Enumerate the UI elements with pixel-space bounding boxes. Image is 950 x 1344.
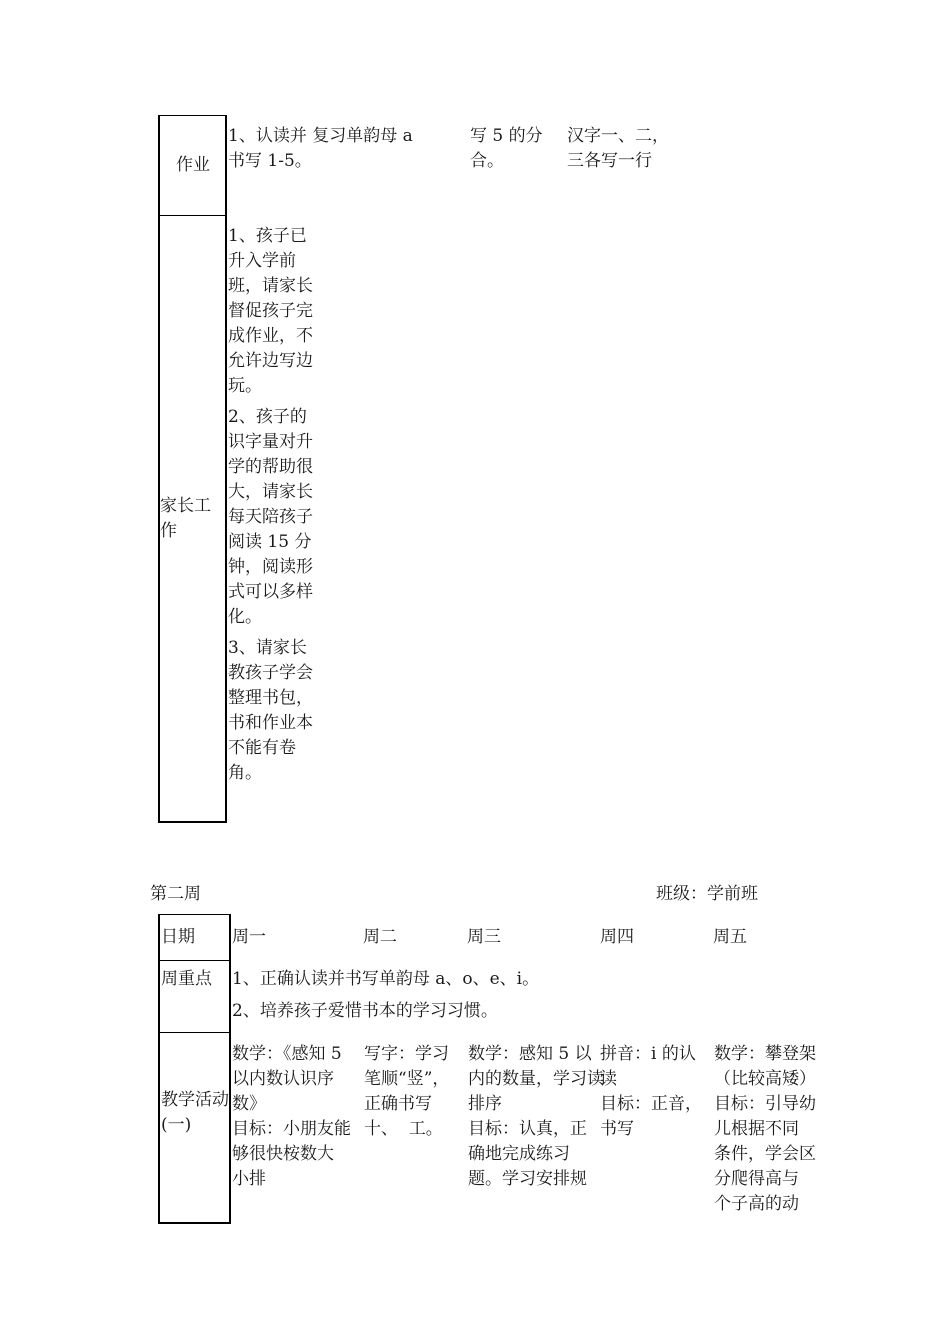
day-header: 周二 xyxy=(363,927,397,947)
table1-left-border xyxy=(158,115,160,823)
parent-work-label: 家长工作 xyxy=(160,496,211,541)
activity-friday: 数学：攀登架 （比较高矮） 目标：引导幼 儿根据不同 条件，学会区 分爬得高与 个子高的动 xyxy=(714,1044,816,1214)
table2-row-divider xyxy=(158,1032,231,1033)
focus-item: 1、正确认读并书写单韵母 a、o、e、i。 xyxy=(232,969,540,989)
table2-row-divider xyxy=(158,960,231,961)
table1-label-divider xyxy=(225,115,227,823)
activity-label: 教学活动 (一) xyxy=(161,1090,229,1135)
homework-wednesday: 写 5 的分 合。 xyxy=(470,126,543,171)
focus-item: 2、培养孩子爱惜书本的学习习惯。 xyxy=(232,1001,498,1021)
parent-work-list xyxy=(228,224,318,792)
date-label: 日期 xyxy=(161,927,195,947)
week-title: 第二周 xyxy=(150,884,201,904)
day-header: 周三 xyxy=(467,927,501,947)
table1-row-divider xyxy=(158,215,227,216)
day-header: 周四 xyxy=(600,927,634,947)
activity-tuesday: 写字：学习 笔顺“竖”， 正确书写 十、 工。 xyxy=(364,1044,450,1139)
homework-label: 作业 xyxy=(176,155,210,175)
table1-bottom-border xyxy=(158,821,227,823)
activity-monday: 数学：《感知 5 以内数认识序 数》 目标：小朋友能 够很快桉数大 小排 xyxy=(232,1044,351,1189)
day-header: 周五 xyxy=(713,927,747,947)
parent-work-item: 2、孩子的识字量对升学的帮助很大，请家长每天陪孩子阅读 15 分钟，阅读形式可以多样化。 xyxy=(228,407,313,627)
parent-work-item: 3、请家长教孩子学会整理书包，书和作业本不能有卷角。 xyxy=(228,638,313,783)
homework-monday: 1、认读并 复习单韵母 a 书写 1-5。 xyxy=(228,126,413,171)
homework-thursday: 汉字一、二， 三各写一行 xyxy=(567,126,669,171)
class-info: 班级：学前班 xyxy=(656,884,758,904)
table2-bottom-border xyxy=(158,1222,231,1224)
parent-work-item: 1、孩子已升入学前班，请家长督促孩子完成作业，不允许边写边玩。 xyxy=(228,226,313,396)
day-header: 周一 xyxy=(232,927,266,947)
activity-wednesday: 数学：感知 5 以 内的数量，学习读 排序 目标：认真，正 确地完成练习 题。学习安排规 xyxy=(468,1044,604,1189)
focus-label: 周重点 xyxy=(161,969,212,989)
table1-top-border xyxy=(158,115,227,116)
table2-top-border xyxy=(158,914,231,915)
activity-thursday: 拼音：i 的认 读 目标：正音， 书写 xyxy=(600,1044,702,1139)
